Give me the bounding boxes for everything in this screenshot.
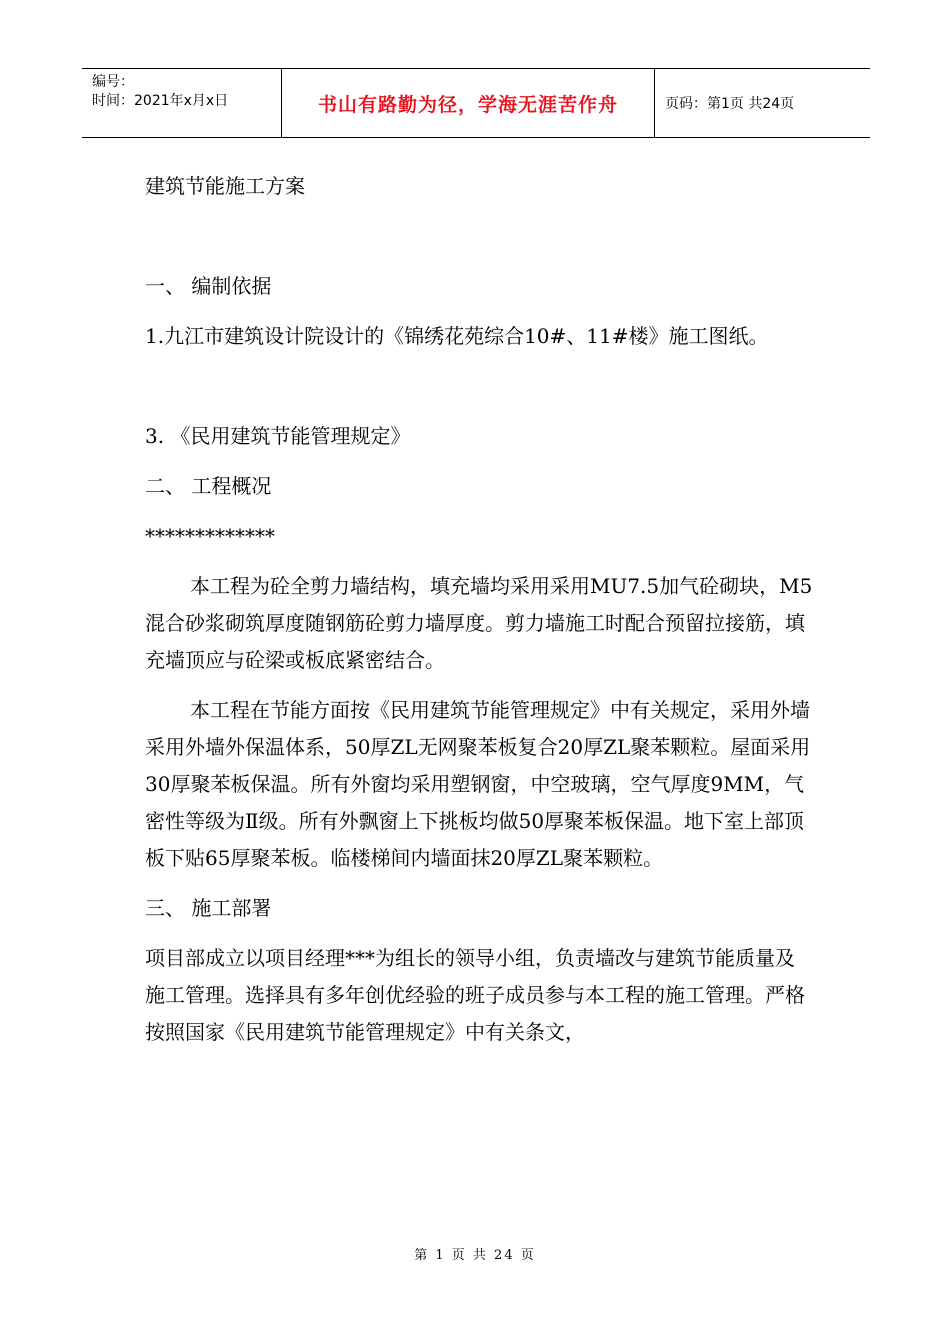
overview-paragraph-energy: 本工程在节能方面按《民用建筑节能管理规定》中有关规定，采用外墙采用外墙外保温体系，50厚ZL无网聚苯板复合20厚ZL聚苯颗粒。屋面采用30厚聚苯板保温。所有外窗均采用塑钢窗，中空玻璃，空气厚度9MM，气密性等级为Ⅱ级。所有外飘窗上下挑板均做50厚聚苯板保温。地下室上部顶板下贴65厚聚苯板。临楼梯间内墙面抹20厚ZL聚苯颗粒。 bbox=[145, 698, 811, 870]
spacer bbox=[145, 205, 813, 268]
page-footer: 第 1 页 共 24 页 bbox=[414, 1248, 536, 1263]
overview-paragraph-structure: 本工程为砼全剪力墙结构，填充墙均采用采用MU7.5加气砼砌块，M5混合砂浆砌筑厚度随钢筋砼剪力墙厚度。剪力墙施工时配合预留拉接筋，填充墙顶应与砼梁或板底紧密结合。 bbox=[145, 574, 813, 672]
section-heading-deployment: 三、 施工部署 bbox=[145, 896, 272, 920]
document-body bbox=[145, 168, 813, 1051]
header-page-info: 页码：第1页 共24页 bbox=[665, 96, 795, 112]
deployment-paragraph: 项目部成立以项目经理***为组长的领导小组，负责墙改与建筑节能质量及施工管理。选择具有多年创优经验的班子成员参与本工程的施工管理。严格按照国家《民用建筑节能管理规定》中有关条文， bbox=[145, 946, 805, 1044]
page-header bbox=[82, 68, 870, 138]
spacer bbox=[145, 305, 813, 318]
spacer bbox=[145, 679, 813, 692]
document-title: 建筑节能施工方案 bbox=[145, 174, 305, 198]
section-heading-overview: 二、 工程概况 bbox=[145, 474, 272, 498]
header-motto: 书山有路勤为径，学海无涯苦作舟 bbox=[317, 93, 618, 116]
spacer bbox=[145, 405, 813, 418]
project-name-masked: ************* bbox=[145, 524, 275, 548]
basis-item-3: 3. 《民用建筑节能管理规定》 bbox=[145, 424, 411, 448]
spacer bbox=[145, 505, 813, 518]
basis-item-1: 1.九江市建筑设计院设计的《锦绣花苑综合10#、11#楼》施工图纸。 bbox=[145, 324, 769, 348]
spacer bbox=[145, 355, 813, 405]
doc-time-label: 时间：2021年x月x日 bbox=[92, 93, 229, 109]
doc-number-label: 编号： bbox=[92, 74, 134, 90]
section-heading-basis: 一、 编制依据 bbox=[145, 274, 272, 298]
spacer bbox=[145, 555, 813, 568]
header-meta bbox=[92, 73, 282, 111]
spacer bbox=[145, 877, 813, 890]
spacer bbox=[145, 455, 813, 468]
spacer bbox=[145, 927, 813, 940]
